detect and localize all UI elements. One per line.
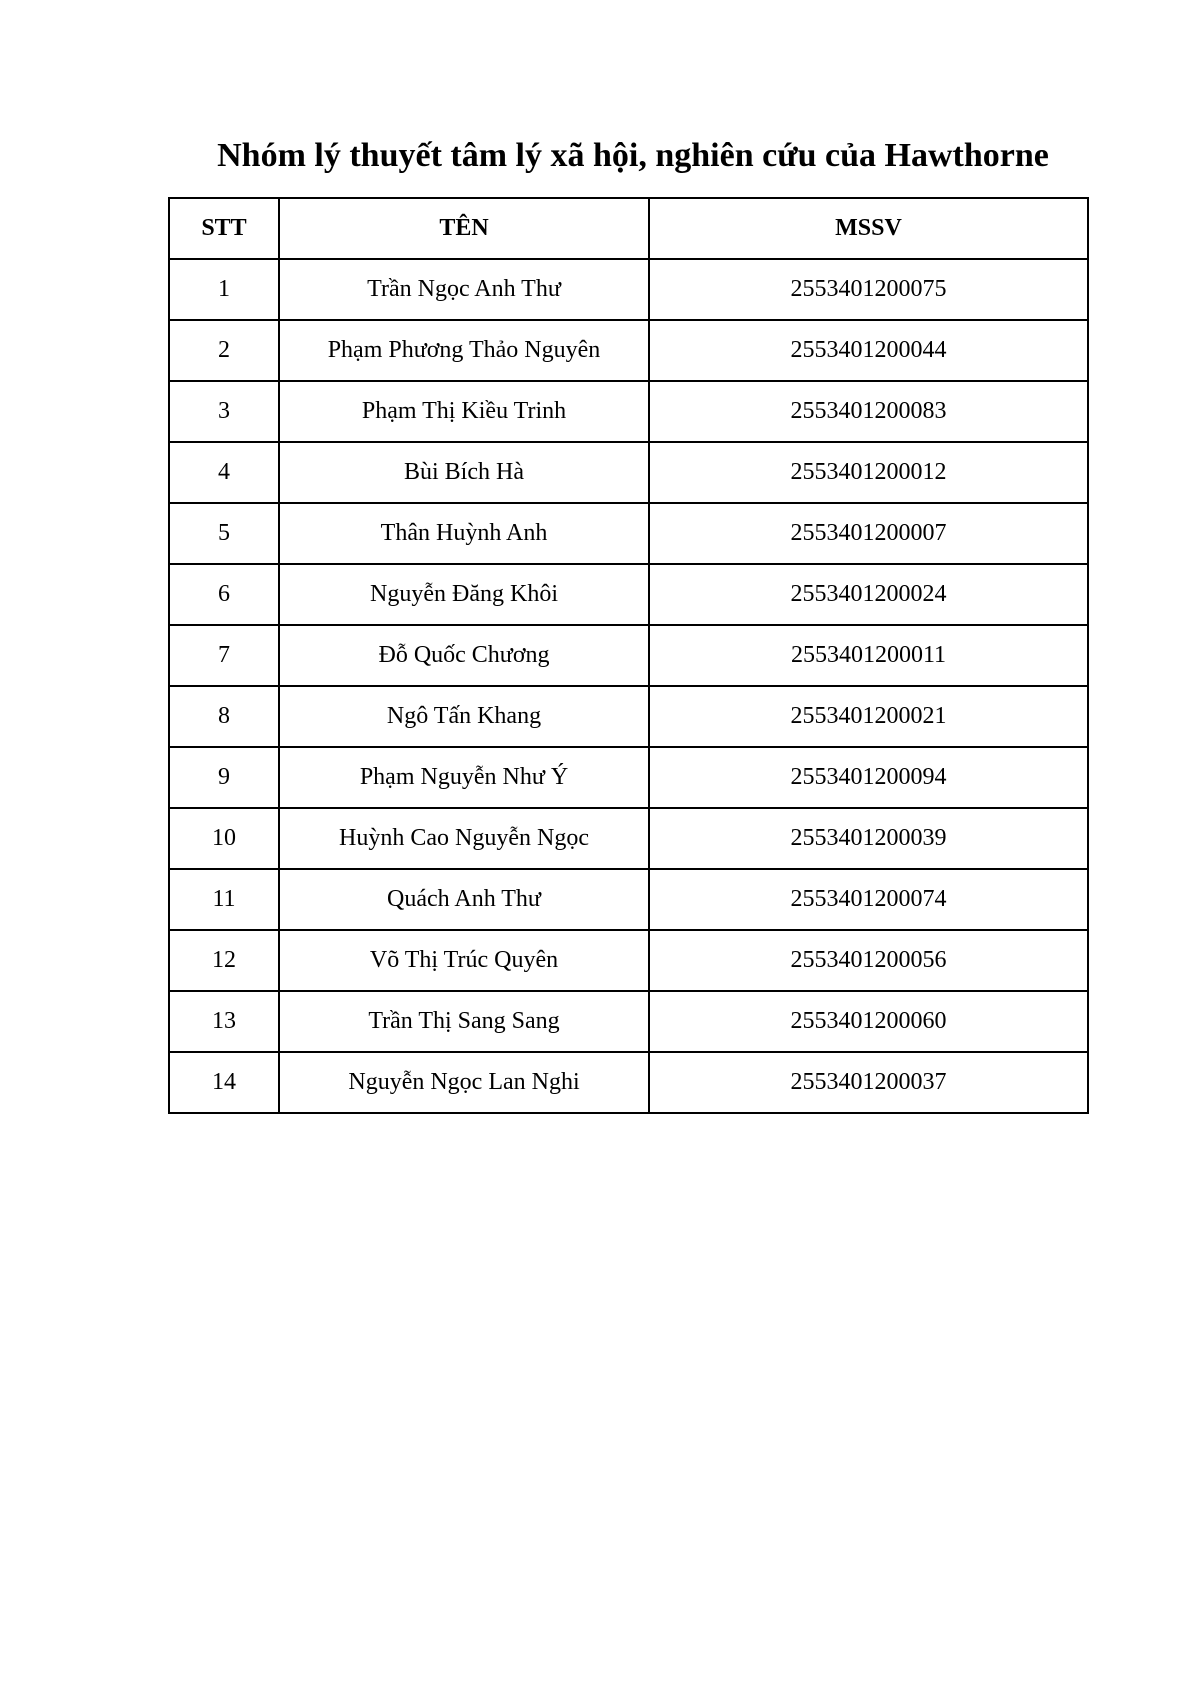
cell-stt: 10	[169, 808, 279, 869]
cell-ten: Bùi Bích Hà	[279, 442, 649, 503]
cell-mssv: 2553401200037	[649, 1052, 1088, 1113]
cell-stt: 9	[169, 747, 279, 808]
table-row	[169, 808, 1088, 869]
cell-mssv: 2553401200075	[649, 259, 1088, 320]
cell-stt: 5	[169, 503, 279, 564]
cell-stt: 8	[169, 686, 279, 747]
table-row	[169, 564, 1088, 625]
table-row	[169, 320, 1088, 381]
cell-ten: Quách Anh Thư	[279, 869, 649, 930]
table-row	[169, 1052, 1088, 1113]
table-row	[169, 686, 1088, 747]
cell-stt: 4	[169, 442, 279, 503]
cell-ten: Nguyễn Đăng Khôi	[279, 564, 649, 625]
cell-mssv: 2553401200044	[649, 320, 1088, 381]
cell-mssv: 2553401200011	[649, 625, 1088, 686]
cell-mssv: 2553401200024	[649, 564, 1088, 625]
cell-ten: Nguyễn Ngọc Lan Nghi	[279, 1052, 649, 1113]
table-row	[169, 259, 1088, 320]
cell-ten: Trần Thị Sang Sang	[279, 991, 649, 1052]
cell-stt: 3	[169, 381, 279, 442]
cell-stt: 7	[169, 625, 279, 686]
table-row	[169, 747, 1088, 808]
cell-ten: Trần Ngọc Anh Thư	[279, 259, 649, 320]
cell-stt: 1	[169, 259, 279, 320]
cell-ten: Võ Thị Trúc Quyên	[279, 930, 649, 991]
cell-ten: Phạm Thị Kiều Trinh	[279, 381, 649, 442]
table-row	[169, 930, 1088, 991]
table-row	[169, 869, 1088, 930]
cell-mssv: 2553401200021	[649, 686, 1088, 747]
table-header	[169, 198, 1088, 259]
cell-stt: 2	[169, 320, 279, 381]
header-mssv: MSSV	[649, 198, 1088, 259]
cell-ten: Đỗ Quốc Chương	[279, 625, 649, 686]
cell-mssv: 2553401200007	[649, 503, 1088, 564]
cell-ten: Phạm Phương Thảo Nguyên	[279, 320, 649, 381]
cell-mssv: 2553401200060	[649, 991, 1088, 1052]
cell-stt: 12	[169, 930, 279, 991]
cell-mssv: 2553401200074	[649, 869, 1088, 930]
cell-mssv: 2553401200039	[649, 808, 1088, 869]
table-row	[169, 442, 1088, 503]
header-row	[169, 198, 1088, 259]
cell-stt: 11	[169, 869, 279, 930]
cell-stt: 14	[169, 1052, 279, 1113]
cell-ten: Thân Huỳnh Anh	[279, 503, 649, 564]
table-row	[169, 625, 1088, 686]
cell-mssv: 2553401200083	[649, 381, 1088, 442]
page-title: Nhóm lý thuyết tâm lý xã hội, nghiên cứu của Hawthorne	[217, 137, 1049, 174]
cell-ten: Phạm Nguyễn Như Ý	[279, 747, 649, 808]
cell-mssv: 2553401200012	[649, 442, 1088, 503]
table-row	[169, 991, 1088, 1052]
cell-ten: Ngô Tấn Khang	[279, 686, 649, 747]
cell-mssv: 2553401200094	[649, 747, 1088, 808]
cell-mssv: 2553401200056	[649, 930, 1088, 991]
cell-stt: 13	[169, 991, 279, 1052]
table-row	[169, 381, 1088, 442]
header-ten: TÊN	[279, 198, 649, 259]
table-body	[169, 259, 1088, 1113]
table-row	[169, 503, 1088, 564]
header-stt: STT	[169, 198, 279, 259]
cell-ten: Huỳnh Cao Nguyễn Ngọc	[279, 808, 649, 869]
cell-stt: 6	[169, 564, 279, 625]
student-roster-table	[168, 197, 1089, 1114]
